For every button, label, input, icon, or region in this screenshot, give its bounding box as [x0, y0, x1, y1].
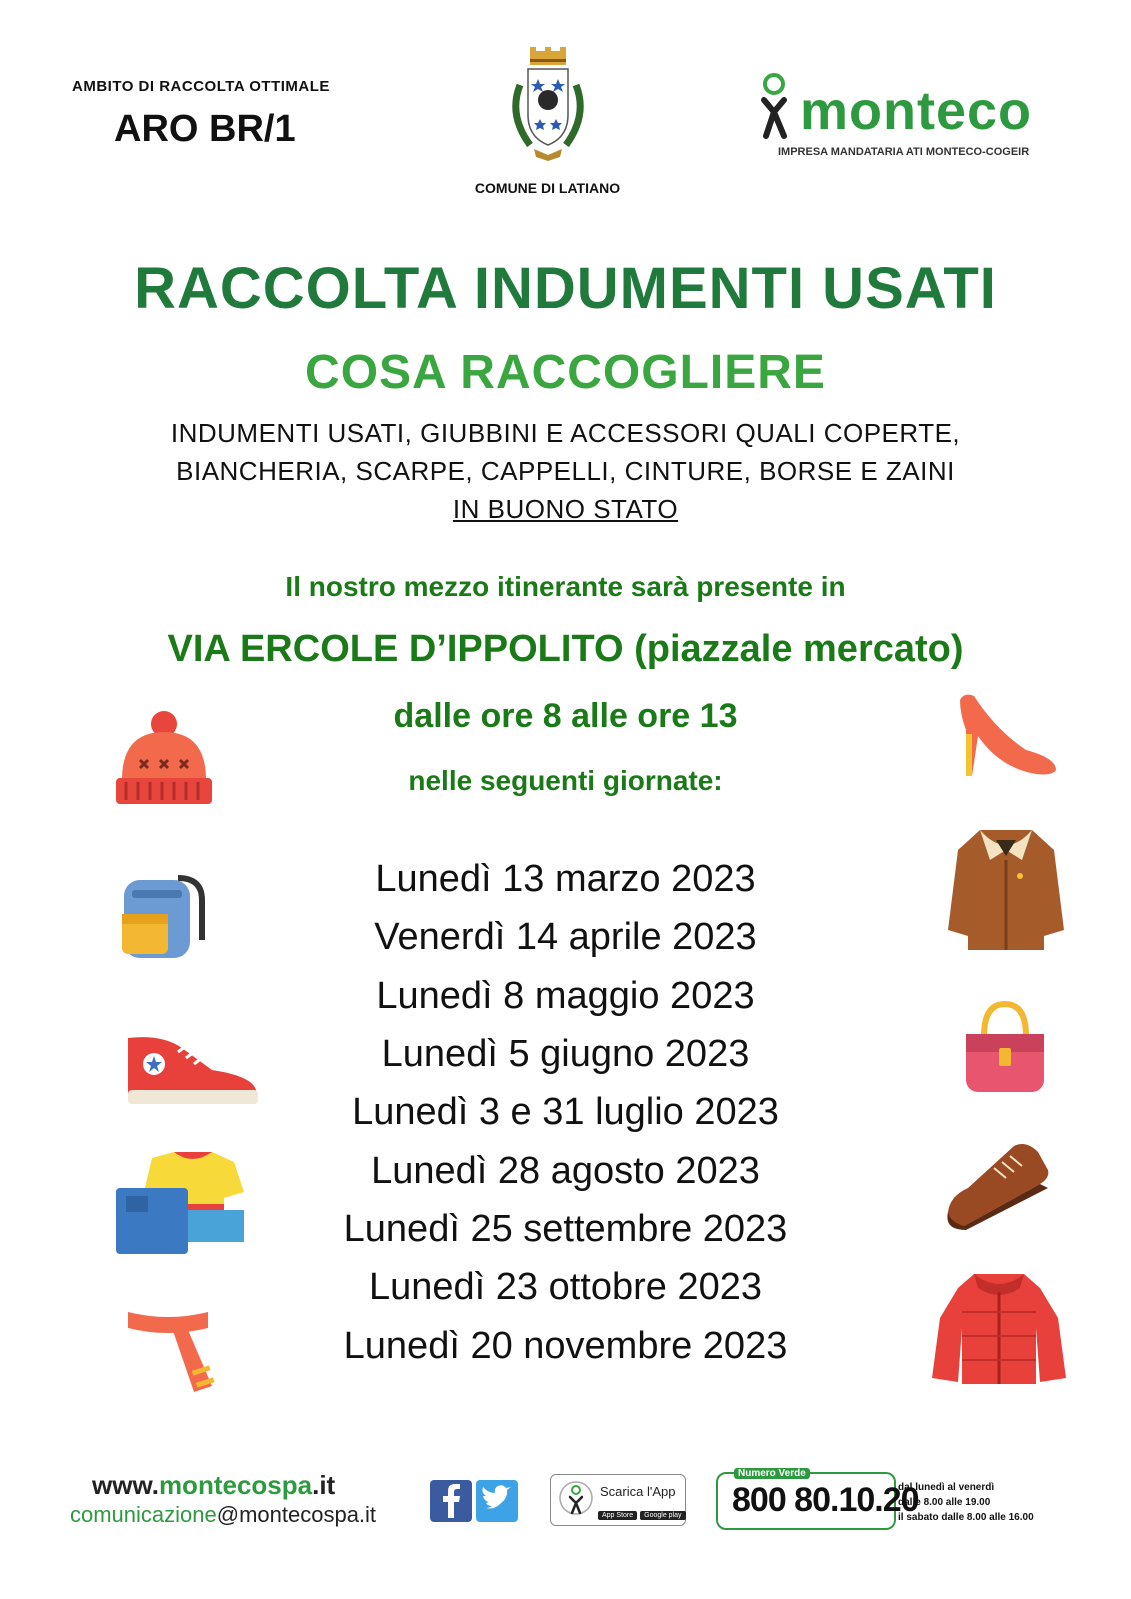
numero-verde-phone[interactable]: 800 80.10.20	[732, 1481, 919, 1519]
coat-icon	[944, 820, 1068, 954]
collection-date: Lunedì 8 maggio 2023	[376, 975, 755, 1017]
website-brand: montecospa	[158, 1470, 313, 1500]
comune-label: COMUNE DI LATIANO	[474, 180, 621, 196]
beanie-hat-icon	[112, 708, 216, 808]
collection-date: Lunedì 5 giugno 2023	[381, 1033, 750, 1075]
scarf-icon	[122, 1306, 216, 1398]
facebook-icon[interactable]	[430, 1480, 472, 1522]
clothes-pile-icon	[112, 1148, 248, 1260]
page-subtitle: COSA RACCOGLIERE	[305, 346, 826, 399]
collect-items-line: BIANCHERIA, SCARPE, CAPPELLI, CINTURE, BORSE E ZAINI	[176, 456, 955, 486]
app-store-buttons	[598, 1504, 689, 1522]
collection-date: Lunedì 20 novembre 2023	[343, 1325, 788, 1367]
aro-code: ARO BR/1	[114, 108, 296, 150]
collection-date: Lunedì 3 e 31 luglio 2023	[352, 1091, 779, 1133]
website-link[interactable]	[92, 1470, 335, 1501]
handbag-icon	[962, 1000, 1048, 1096]
puffer-jacket-icon	[928, 1268, 1070, 1388]
presence-text: Il nostro mezzo itinerante sarà presente in	[285, 571, 846, 602]
email-link[interactable]	[70, 1502, 376, 1528]
high-heel-shoe-icon	[956, 690, 1060, 784]
phone-hours-line: il sabato dalle 8.00 alle 16.00	[898, 1512, 1034, 1523]
latiano-crest-icon	[500, 45, 596, 165]
street-address: VIA ERCOLE D’IPPOLITO (piazzale mercato)	[167, 628, 964, 670]
collection-date: Lunedì 13 marzo 2023	[375, 858, 756, 900]
monteco-logo-icon	[760, 72, 798, 140]
app-logo-icon	[559, 1481, 593, 1519]
monteco-logo-word: monteco	[800, 81, 1033, 141]
social-links	[430, 1478, 520, 1529]
collect-condition-line: IN BUONO STATO	[452, 494, 679, 524]
email-domain: @montecospa.it	[216, 1502, 377, 1527]
numero-verde-label: Numero Verde	[734, 1468, 810, 1479]
collection-date: Lunedì 28 agosto 2023	[371, 1150, 760, 1192]
app-store-button[interactable]: App Store	[598, 1511, 637, 1520]
collection-date: Venerdì 14 aprile 2023	[374, 916, 757, 958]
collection-hours: dalle ore 8 alle ore 13	[393, 697, 738, 735]
website-prefix: www.	[92, 1470, 159, 1500]
google-play-button[interactable]: Google play	[640, 1511, 685, 1520]
email-user: comunicazione	[70, 1502, 217, 1527]
collection-date: Lunedì 25 settembre 2023	[343, 1208, 788, 1250]
days-title: nelle seguenti giornate:	[408, 765, 723, 796]
phone-hours-line: dal lunedì al venerdì	[898, 1482, 995, 1493]
sneaker-icon	[122, 1030, 262, 1112]
collect-items-line: INDUMENTI USATI, GIUBBINI E ACCESSORI QUALI COPERTE,	[170, 418, 961, 448]
backpack-icon	[118, 870, 210, 962]
twitter-icon[interactable]	[476, 1480, 518, 1522]
phone-hours-line: dalle 8.00 alle 19.00	[898, 1497, 991, 1508]
aro-caption: AMBITO DI RACCOLTA OTTIMALE	[72, 78, 330, 95]
monteco-logo-subtitle: IMPRESA MANDATARIA ATI MONTECO-COGEIR	[778, 146, 1030, 158]
page-title: RACCOLTA INDUMENTI USATI	[134, 256, 997, 321]
website-suffix: .it	[312, 1470, 336, 1500]
app-download-label: Scarica l'App	[600, 1484, 676, 1499]
leather-shoe-icon	[944, 1138, 1054, 1230]
collection-date: Lunedì 23 ottobre 2023	[368, 1266, 762, 1308]
